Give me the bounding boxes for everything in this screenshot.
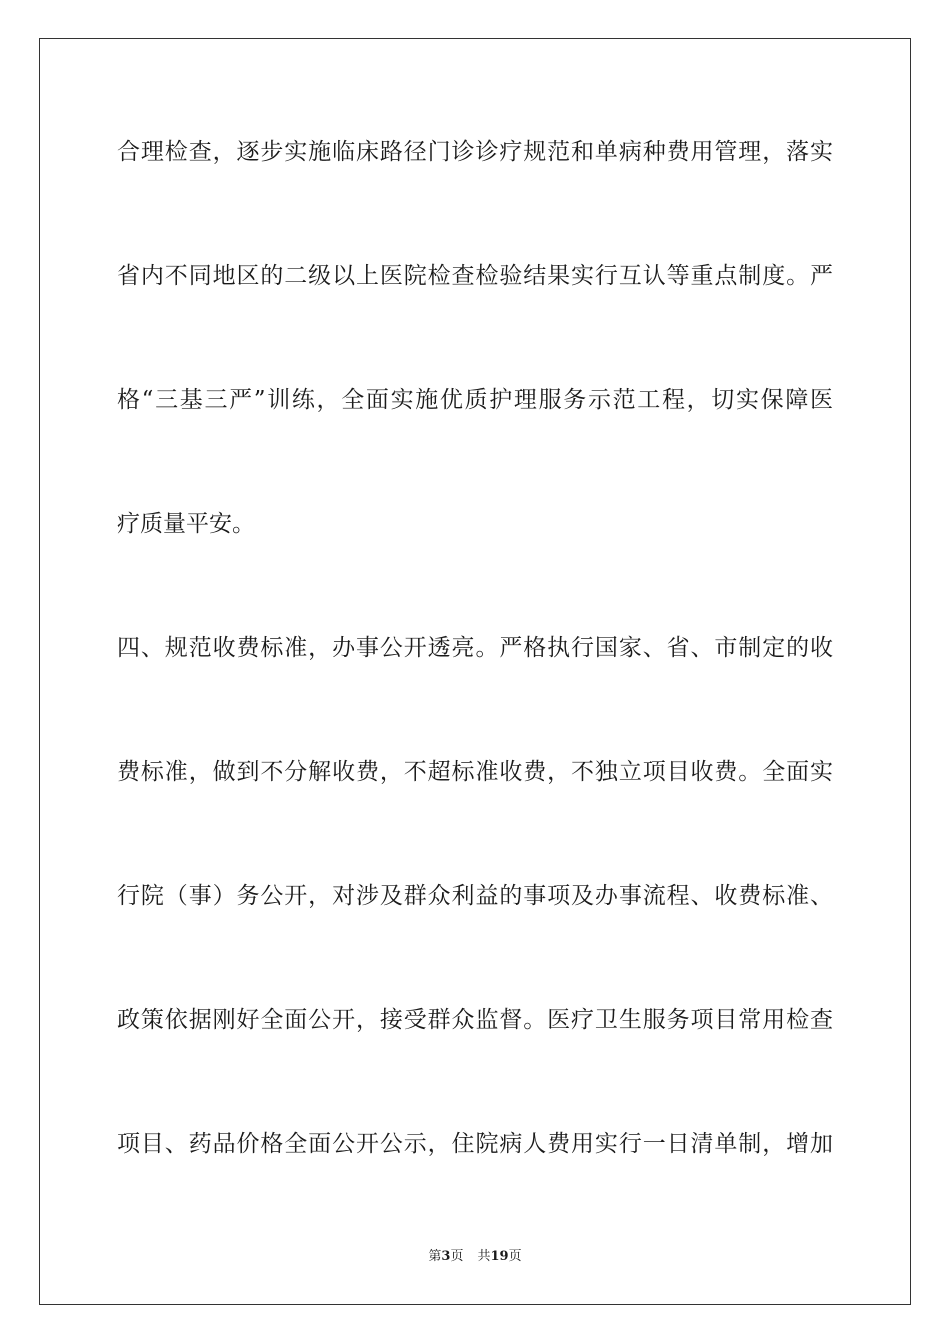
body-text-line-5: 四、规范收费标准，办事公开透亮。严格执行国家、省、市制定的收	[117, 635, 833, 661]
page-prefix: 第	[428, 1249, 442, 1264]
page-total-number: 19	[490, 1249, 509, 1264]
body-text-line-2: 省内不同地区的二级以上医院检查检验结果实行互认等重点制度。严	[117, 263, 833, 289]
total-prefix: 共	[477, 1249, 491, 1264]
page-current-number: 3	[441, 1249, 451, 1264]
page-unit: 页	[450, 1249, 464, 1264]
body-text-line-4: 疗质量平安。	[117, 511, 255, 537]
total-unit: 页	[508, 1249, 522, 1264]
page-footer	[0, 1248, 950, 1266]
body-text-line-9: 项目、药品价格全面公开公示，住院病人费用实行一日清单制，增加	[117, 1131, 833, 1157]
body-text-line-3: 格“三基三严”训练，全面实施优质护理服务示范工程，切实保障医	[117, 387, 833, 413]
body-text-line-1: 合理检查，逐步实施临床路径门诊诊疗规范和单病种费用管理，落实	[117, 139, 833, 165]
body-text-line-7: 行院（事）务公开，对涉及群众利益的事项及办事流程、收费标准、	[117, 883, 833, 909]
body-text-line-8: 政策依据刚好全面公开，接受群众监督。医疗卫生服务项目常用检查	[117, 1007, 833, 1033]
page-border	[39, 38, 911, 1305]
body-text-line-6: 费标准，做到不分解收费，不超标准收费，不独立项目收费。全面实	[117, 759, 833, 785]
